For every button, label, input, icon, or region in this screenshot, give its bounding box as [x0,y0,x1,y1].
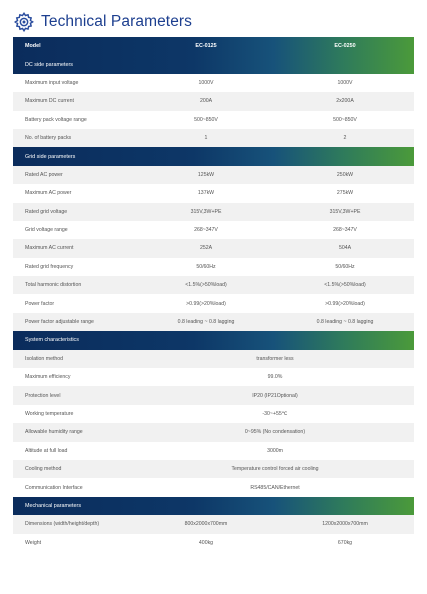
row-value-ec0125: 800x2000x700mm [184,521,228,528]
row-label: Power factor [25,300,55,307]
row-label: Battery pack voltage range [25,116,87,123]
table-row [13,386,414,404]
row-value-ec0125: 0.8 leading ~ 0.8 lagging [177,319,235,326]
row-value-ec0250: 670kg [337,539,353,546]
table-row [13,203,414,221]
row-value-ec0125: 137kW [197,190,215,197]
table-row [13,258,414,276]
row-value-ec0125: 1000V [198,79,214,86]
gear-icon [13,11,35,33]
row-value-ec0125: <1.5%(>50%load) [185,282,227,289]
table-row [13,405,414,423]
row-value-ec0125: 1 [204,135,208,142]
row-label: Protection level [25,392,61,399]
row-label: Communication Interface [25,484,83,491]
row-value-ec0125: 315V,3W+PE [190,208,222,215]
row-label: Weight [25,539,42,546]
row-label: Total harmonic distortion [25,282,82,289]
row-value-ec0250: 50/60Hz [335,263,355,270]
row-label: Working temperature [25,411,74,417]
row-label: Isolation method [25,355,64,362]
row-label: Allowable humidity range [25,429,83,436]
row-value-ec0250: 1000V [337,79,353,86]
row-value-ec0125: 268~347V [194,227,218,234]
page-header [13,11,192,33]
row-value-ec0250: 315V,3W+PE [329,208,361,215]
row-label: Cooling method [25,466,62,473]
row-value-ec0250: 1200x2000x700mm [322,521,368,528]
row-value-shared: -30~+55℃ [262,411,288,417]
section-header-system [13,331,414,349]
row-value-ec0125: >0.99(>20%load) [186,300,226,307]
model-header-ec0250: EC-0250 [334,43,356,50]
row-value-ec0250: 250kW [336,171,354,178]
table-row [13,129,414,147]
page-title: Technical Parameters [41,13,193,30]
row-label: Dimensions (width/height/depth) [25,521,100,528]
row-value-ec0250: 504A [338,245,352,252]
section-title: Grid side parameters [25,153,76,160]
row-value-ec0250: 0.8 leading ~ 0.8 lagging [316,319,374,326]
table-row [13,515,414,533]
row-value-ec0250: 268~347V [333,227,357,234]
row-label: Maximum AC current [25,245,74,252]
row-label: Rated grid frequency [25,263,74,270]
row-label: Power factor adjustable range [25,319,94,326]
table-row [13,166,414,184]
table-row [13,184,414,202]
row-value-ec0125: 252A [199,245,213,252]
row-label: No. of battery packs [25,135,72,142]
row-value-shared: IP20 (IP21Optional) [252,392,298,399]
table-row [13,423,414,441]
table-row [13,221,414,239]
row-label: Maximum efficiency [25,374,71,381]
row-label: Rated AC power [25,171,63,178]
model-header-label: Model [25,43,41,50]
row-value-ec0125: 200A [199,98,213,105]
row-label: Maximum AC power [25,190,72,197]
table-row [13,294,414,312]
section-header-mechanical [13,497,414,515]
row-value-ec0250: 2 [343,135,347,142]
table-row [13,534,414,552]
table-row [13,111,414,129]
row-label: Altitude at full load [25,447,68,454]
table-row [13,92,414,110]
row-value-ec0250: 275kW [336,190,354,197]
row-value-shared: 99.0% [267,374,283,381]
row-label: Maximum input voltage [25,79,79,86]
table-row [13,350,414,368]
row-label: Rated grid voltage [25,208,68,215]
table-row [13,442,414,460]
row-value-ec0250: 500~850V [333,116,357,123]
row-value-ec0125: 500~850V [194,116,218,123]
table-row [13,313,414,331]
table-row [13,276,414,294]
table-row [13,74,414,92]
row-value-shared: 0~95% (No condensation) [244,429,306,436]
row-value-shared: 3000m [267,447,283,454]
row-value-ec0250: <1.5%(>50%load) [324,282,366,289]
parameters-table [13,37,414,552]
row-value-ec0125: 50/60Hz [196,263,216,270]
row-label: Grid voltage range [25,227,68,234]
section-title: DC side parameters [25,61,73,68]
model-header-ec0125: EC-0125 [195,43,217,50]
table-row [13,478,414,496]
row-value-ec0250: 2x200A [336,98,354,105]
row-value-shared: transformer less [256,355,294,362]
section-title: Mechanical parameters [25,502,82,509]
row-value-ec0125: 125kW [197,171,215,178]
section-title: System characteristics [25,337,79,344]
table-row [13,239,414,257]
section-header-grid [13,147,414,165]
row-value-ec0125: 400kg [198,539,214,546]
table-row [13,368,414,386]
section-header-dc [13,55,414,73]
row-value-ec0250: >0.99(>20%load) [325,300,365,307]
row-value-shared: RS485/CAN/Ethernet [250,484,300,491]
row-value-shared: Temperature control forced air cooling [231,466,319,473]
table-row [13,460,414,478]
model-header-row [13,37,414,55]
row-label: Maximum DC current [25,98,75,105]
